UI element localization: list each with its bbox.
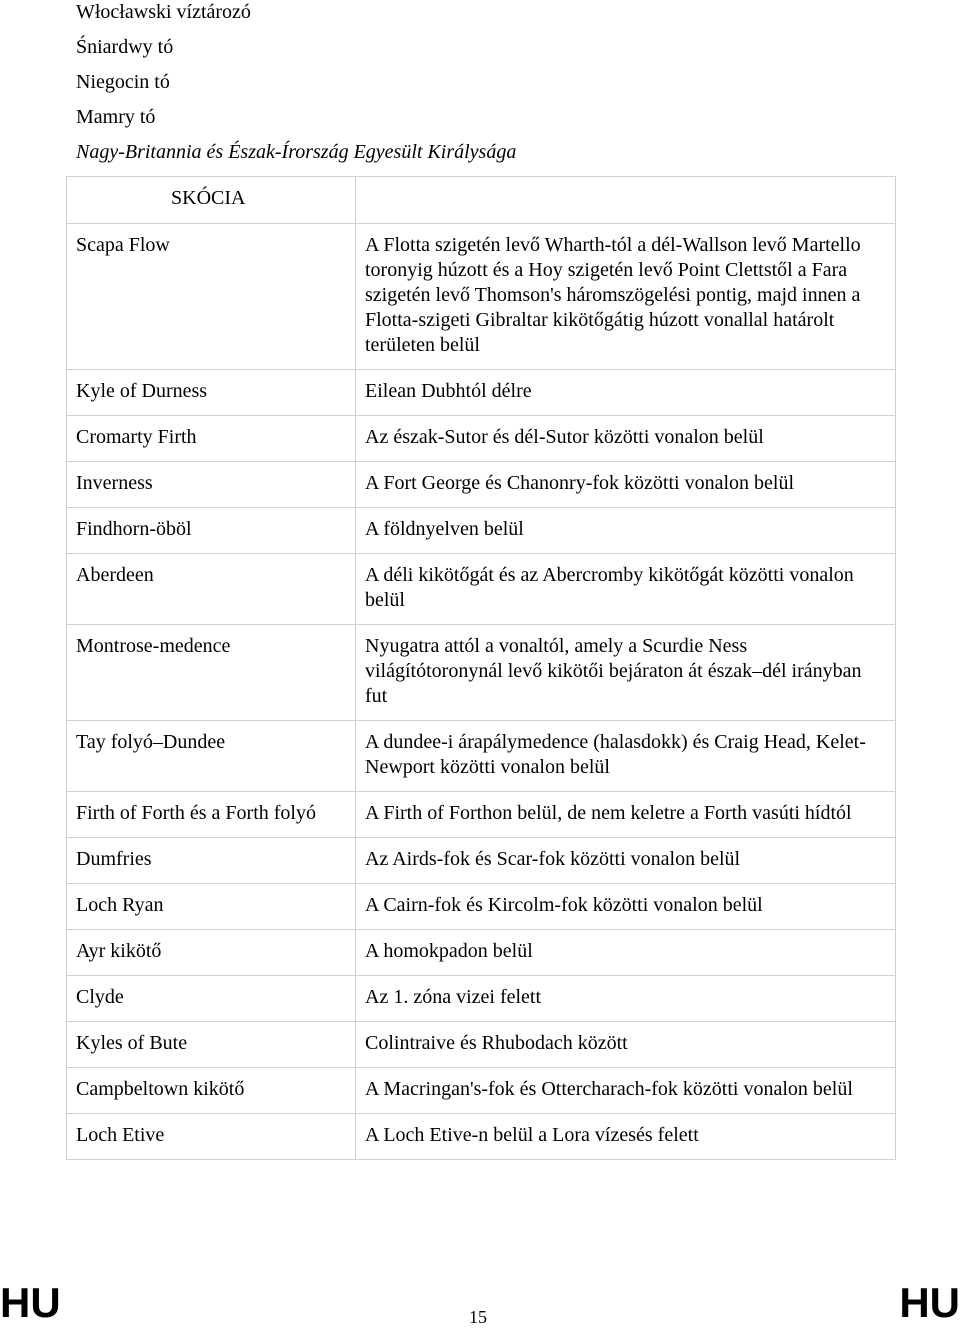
boundary-description-cell: A Cairn-fok és Kircolm-fok közötti vonalon belül (356, 884, 896, 930)
table-row (67, 1022, 896, 1068)
place-name-cell: Dumfries (67, 838, 356, 884)
table-row (67, 838, 896, 884)
place-name-cell: Aberdeen (67, 554, 356, 625)
table-row (67, 224, 896, 370)
table-row (67, 721, 896, 792)
boundary-description-cell: A Fort George és Chanonry-fok közötti vonalon belül (356, 462, 896, 508)
boundary-description-cell: A Flotta szigetén levő Wharth-tól a dél-Wallson levő Martello toronyig húzott és a Hoy szigetén levő Point Clettstől a Fara szigetén levő Thomson's háromszögelési pontig, majd innen a Flotta-szigeti Gibraltar kikötőgátig húzott vonallal határolt területen belül (356, 224, 896, 370)
place-name-cell: Inverness (67, 462, 356, 508)
boundary-description-cell: A Macringan's-fok és Ottercharach-fok közötti vonalon belül (356, 1068, 896, 1114)
boundary-description-cell: Az Airds-fok és Scar-fok közötti vonalon belül (356, 838, 896, 884)
page-number: 15 (469, 1307, 487, 1327)
intro-list (76, 0, 516, 175)
place-name-cell: Campbeltown kikötő (67, 1068, 356, 1114)
table-row (67, 370, 896, 416)
place-name-cell: Ayr kikötő (67, 930, 356, 976)
table-row (67, 884, 896, 930)
place-name-cell: Loch Ryan (67, 884, 356, 930)
intro-line: Mamry tó (76, 106, 156, 128)
place-name-cell: Findhorn-öböl (67, 508, 356, 554)
table-row (67, 416, 896, 462)
place-name-cell: Clyde (67, 976, 356, 1022)
boundary-description-cell: A dundee-i árapálymedence (halasdokk) és Craig Head, Kelet-Newport közötti vonalon belül (356, 721, 896, 792)
section-title: SKÓCIA (171, 187, 246, 209)
table-row (67, 625, 896, 721)
boundary-description-cell: A földnyelven belül (356, 508, 896, 554)
table-row (67, 1068, 896, 1114)
boundary-description-cell: A homokpadon belül (356, 930, 896, 976)
place-name-cell: Tay folyó–Dundee (67, 721, 356, 792)
table-row (67, 508, 896, 554)
boundary-description-cell: A déli kikötőgát és az Abercromby kikötőgát közötti vonalon belül (356, 554, 896, 625)
boundary-description-cell: A Firth of Forthon belül, de nem keletre a Forth vasúti hídtól (356, 792, 896, 838)
boundary-description-cell: A Loch Etive-n belül a Lora vízesés felett (356, 1114, 896, 1160)
intro-line: Śniardwy tó (76, 36, 174, 58)
intro-line: Niegocin tó (76, 71, 170, 93)
section-header-empty-cell (356, 177, 896, 224)
table-row (67, 462, 896, 508)
boundary-description-cell: Nyugatra attól a vonaltól, amely a Scurdie Ness világítótoronynál levő kikötői bejáraton át észak–dél irányban fut (356, 625, 896, 721)
boundary-description-cell: Colintraive és Rhubodach között (356, 1022, 896, 1068)
place-name-cell: Kyles of Bute (67, 1022, 356, 1068)
boundary-description-cell: Az észak-Sutor és dél-Sutor közötti vonalon belül (356, 416, 896, 462)
language-code-left: HU (0, 1279, 61, 1326)
country-heading: Nagy-Britannia és Észak-Írország Egyesült Királysága (76, 141, 517, 163)
table-row (67, 976, 896, 1022)
boundary-description-cell: Az 1. zóna vizei felett (356, 976, 896, 1022)
section-header-cell (67, 177, 356, 224)
table-row (67, 1114, 896, 1160)
place-name-cell: Montrose-medence (67, 625, 356, 721)
table-row (67, 930, 896, 976)
place-name-cell: Scapa Flow (67, 224, 356, 370)
place-name-cell: Loch Etive (67, 1114, 356, 1160)
section-header-row (67, 177, 896, 224)
intro-line: Włocławski víztározó (76, 1, 251, 23)
language-code-right: HU (899, 1279, 960, 1326)
page-footer (0, 1270, 960, 1330)
boundary-description-cell: Eilean Dubhtól délre (356, 370, 896, 416)
table-row (67, 792, 896, 838)
waterways-table (66, 176, 896, 1160)
table-row (67, 554, 896, 625)
place-name-cell: Cromarty Firth (67, 416, 356, 462)
place-name-cell: Firth of Forth és a Forth folyó (67, 792, 356, 838)
place-name-cell: Kyle of Durness (67, 370, 356, 416)
